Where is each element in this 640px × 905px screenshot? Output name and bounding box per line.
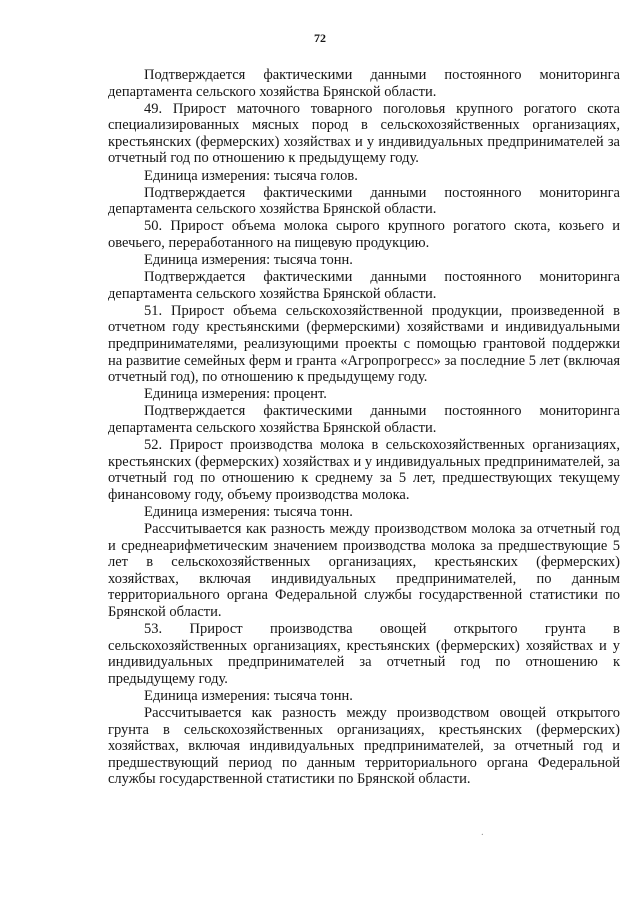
paragraph-confirmation: Подтверждается фактическими данными постоянного мониторинга департамента сельского хозяйства Брянской области.	[108, 269, 620, 302]
paragraph-calculation: Рассчитывается как разность между производством овощей открытого грунта в сельскохозяйственных организациях, крестьянских (фермерских) хозяйствах, включая индивидуальных предпринимателей, за отчетный год и предшествующий период по данным территориального органа Федеральной службы государственной статистики по Брянской области.	[108, 705, 620, 788]
paragraph-confirmation: Подтверждается фактическими данными постоянного мониторинга департамента сельского хозяйства Брянской области.	[108, 184, 620, 218]
paragraph-unit: Единица измерения: тысяча тонн.	[144, 252, 353, 269]
paragraph-unit: Единица измерения: тысяча голов.	[144, 167, 358, 184]
paragraph-item-50: 50. Прирост объема молока сырого крупного рогатого скота, козьего и овечьего, переработанного на пищевую продукцию.	[108, 218, 620, 251]
stray-mark: .	[481, 826, 484, 838]
paragraph-confirmation: Подтверждается фактическими данными постоянного мониторинга департамента сельского хозяйства Брянской области.	[108, 67, 620, 100]
paragraph-unit: Единица измерения: тысяча тонн.	[144, 503, 353, 520]
paragraph-item-49: 49. Прирост маточного товарного поголовья крупного рогатого скота специализированных мясных пород в сельскохозяйственных организациях, крестьянских (фермерских) хозяйствах и у индивидуальных предпринимателей за отчетный год по отношению к предыдущему году.	[108, 100, 620, 167]
paragraph-unit: Единица измерения: процент.	[144, 386, 327, 403]
document-body	[108, 67, 620, 788]
paragraph-item-53: 53. Прирост производства овощей открытого грунта в сельскохозяйственных организациях, крестьянских (фермерских) хозяйствах и у индивидуальных предпринимателей за отчетный год по отношению к предыдущему году.	[108, 621, 620, 687]
paragraph-item-51: 51. Прирост объема сельскохозяйственной продукции, произведенной в отчетном году крестьянскими (фермерскими) хозяйствами и индивидуальными предпринимателями, реализующими проекты с помощью грантовой поддержки на развитие семейных ферм и гранта «Агропрогресс» за последние 5 лет (включая отчетный год), по отношению к предыдущему году.	[108, 302, 620, 386]
paragraph-calculation: Рассчитывается как разность между производством молока за отчетный год и среднеарифметическим значением производства молока за предшествующие 5 лет в сельскохозяйственных организациях, крестьянских (фермерских) хозяйствах, включая индивидуальных предпринимателей, по данным территориального органа Федеральной службы государственной статистики по Брянской области.	[108, 521, 620, 620]
paragraph-item-52: 52. Прирост производства молока в сельскохозяйственных организациях, крестьянских (фермерских) хозяйствах и у индивидуальных предпринимателей, за отчетный год по отношению к среднему за 5 лет, предшествующих текущему финансовому году, объему производства молока.	[108, 437, 620, 503]
paragraph-unit: Единица измерения: тысяча тонн.	[144, 687, 353, 704]
paragraph-confirmation: Подтверждается фактическими данными постоянного мониторинга департамента сельского хозяйства Брянской области.	[108, 403, 620, 436]
page-number: 72	[314, 31, 326, 45]
